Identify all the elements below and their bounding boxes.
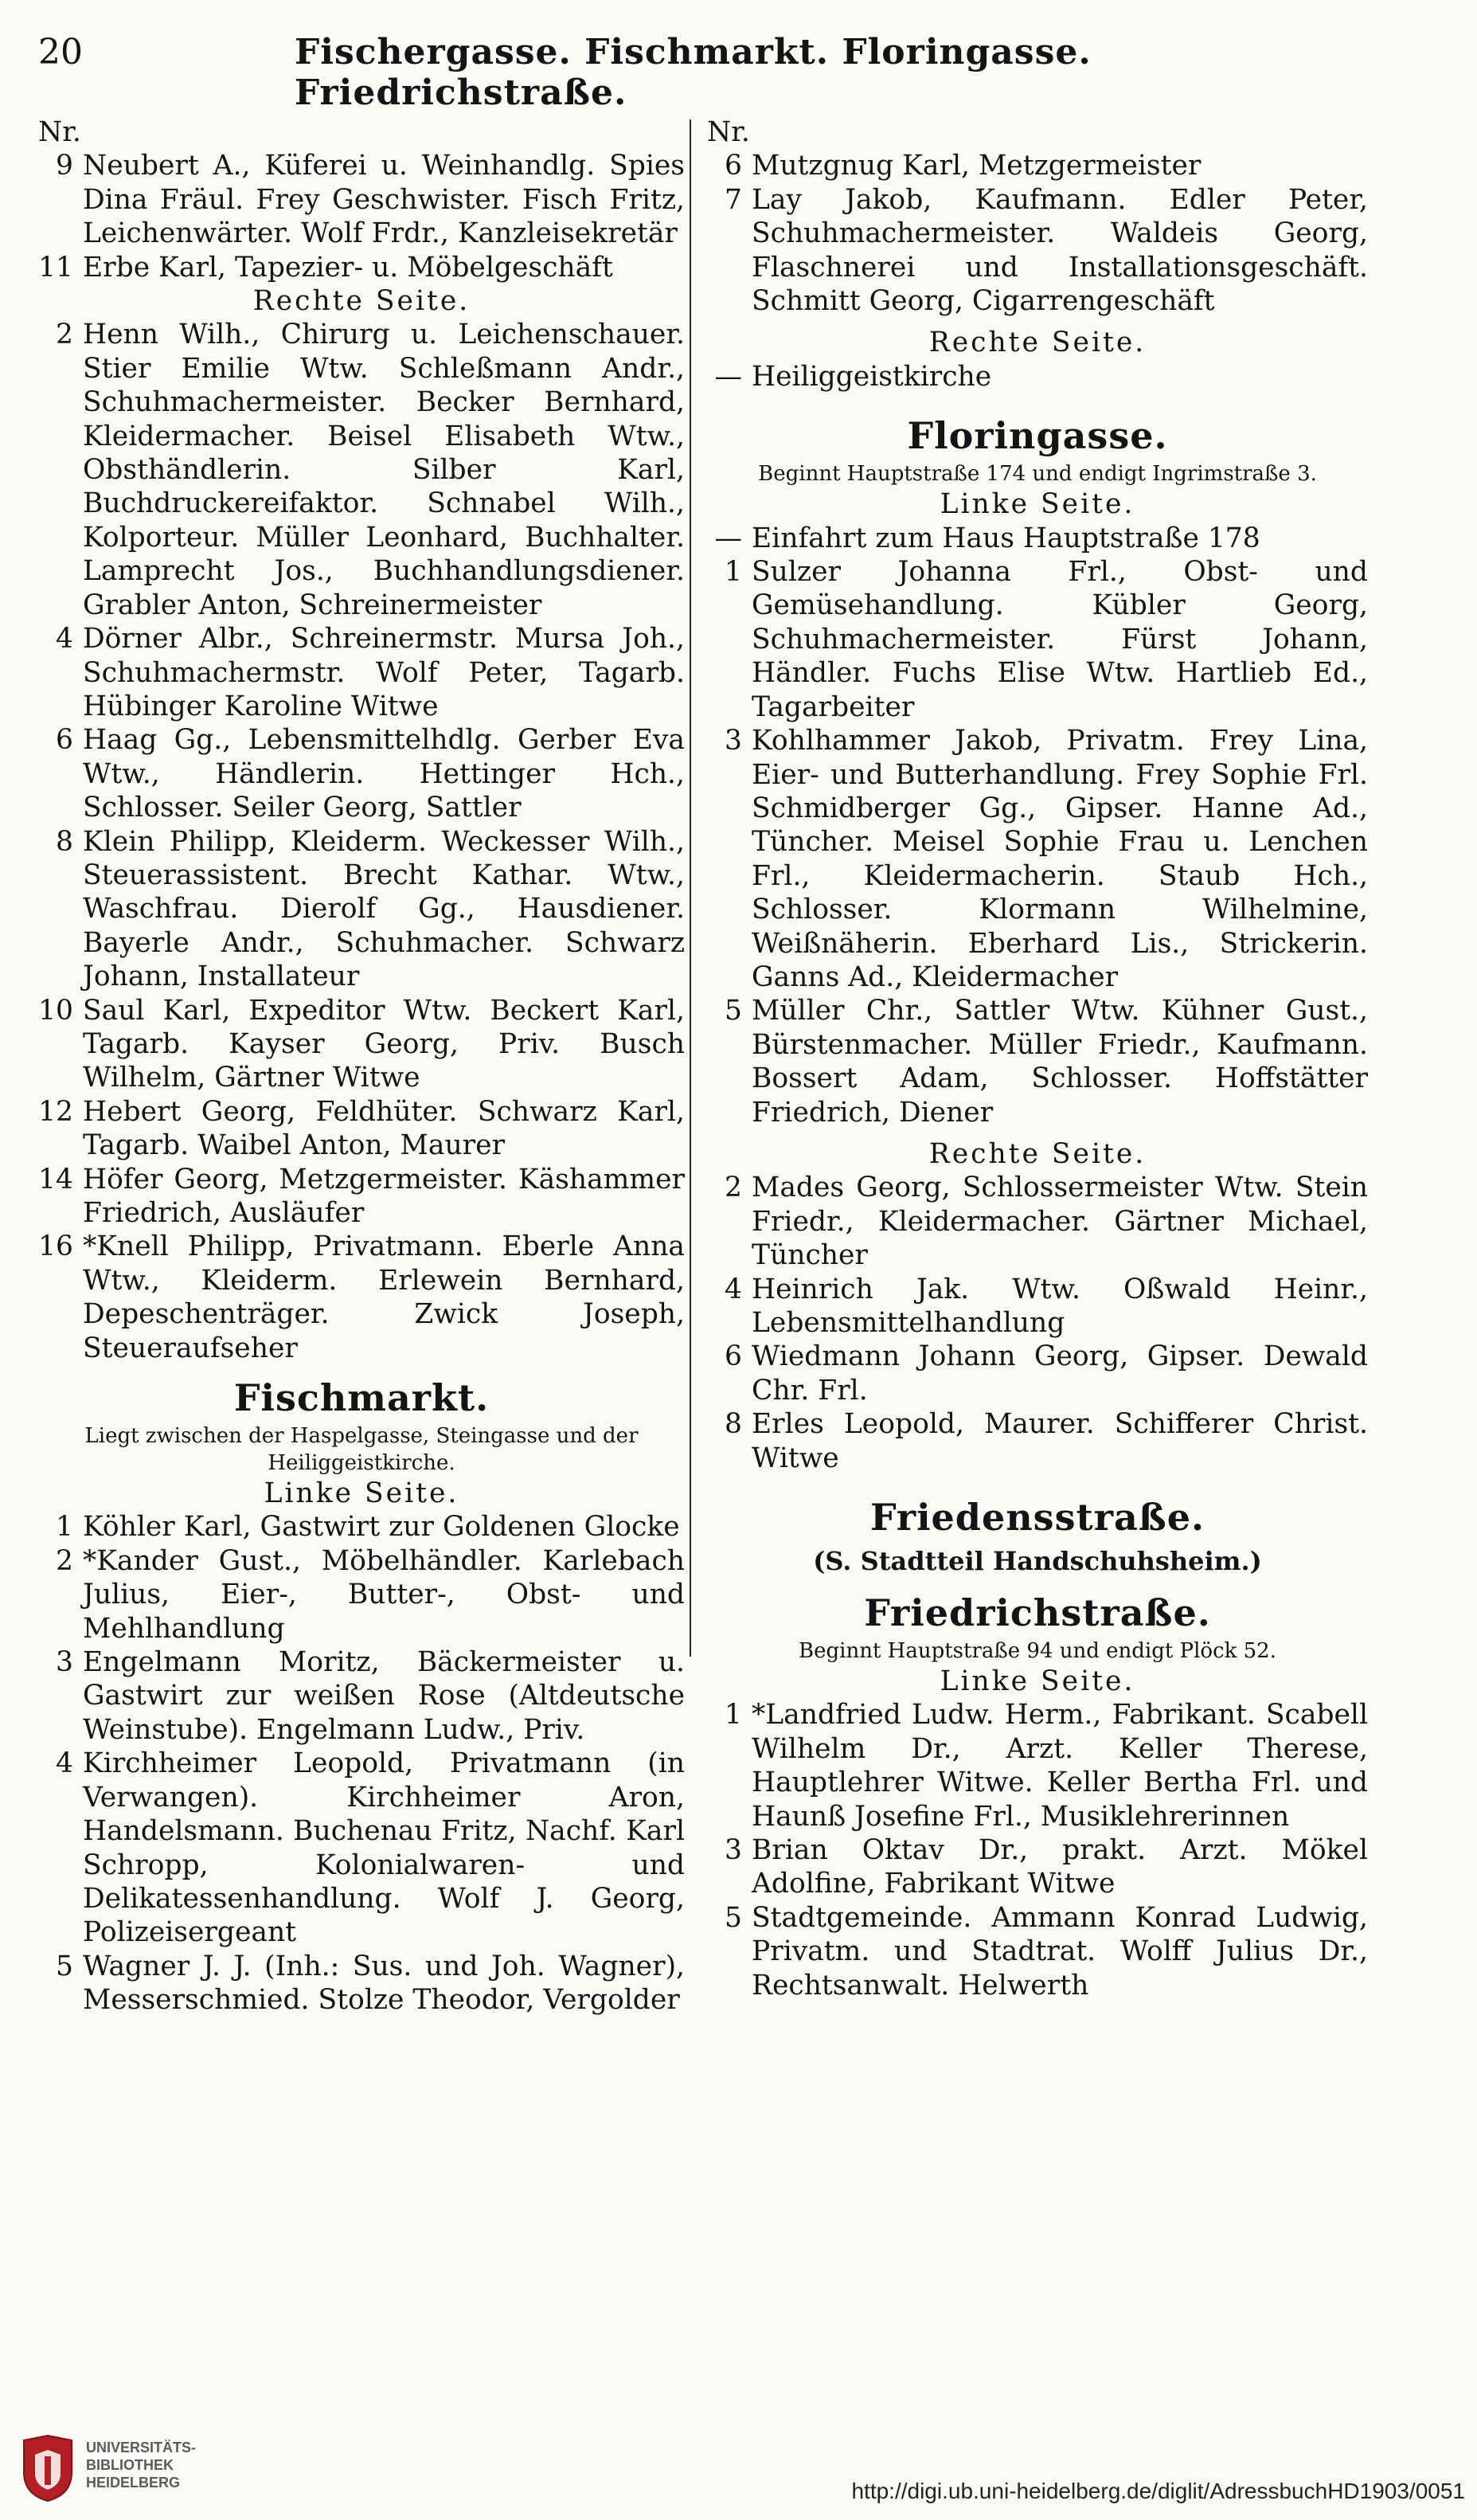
entry-text: Neubert A., Küferei u. Weinhandlg. Spies Dina Fräul. Frey Geschwister. Fisch Fritz, Leichenwärter. Wolf Frdr., Kanzleisekretär	[83, 150, 685, 250]
house-number: 5	[725, 995, 742, 1027]
column-divider	[690, 119, 691, 1657]
floringasse-right-side	[707, 1171, 1368, 1475]
directory-entry	[707, 724, 1368, 994]
street-note-friedrichstrasse: Beginnt Hauptstraße 94 und endigt Plöck 52.	[799, 1639, 1276, 1664]
entry-text: Saul Karl, Expeditor Wtw. Beckert Karl, Tagarb. Kayser Georg, Priv. Busch Wilhelm, Gärtner Witwe	[83, 994, 685, 1094]
house-number: 10	[38, 994, 73, 1027]
street-crossref-friedensstrasse: (S. Stadtteil Handschuhsheim.)	[813, 1546, 1262, 1577]
directory-entry	[707, 1407, 1368, 1475]
house-number: 4	[725, 1273, 742, 1305]
directory-entry	[707, 1833, 1368, 1901]
house-number: 3	[56, 1646, 73, 1679]
house-number: 11	[38, 251, 73, 284]
directory-entry	[707, 1273, 1368, 1340]
directory-entry	[38, 1095, 685, 1163]
nr-label: Nr.	[38, 116, 81, 148]
page-footer	[0, 2413, 1477, 2520]
directory-entry	[707, 360, 1368, 393]
directory-entry	[38, 149, 685, 250]
directory-entry	[38, 318, 685, 622]
entry-text: Lay Jakob, Kaufmann. Edler Peter, Schuhmachermeister. Waldeis Georg, Flaschnerei und Installationsgeschäft. Schmitt Georg, Cigarrengeschäft	[752, 183, 1368, 318]
entry-text: Müller Chr., Sattler Wtw. Kühner Gust., Bürstenmacher. Müller Friedr., Kaufmann. Bossert Adam, Schlosser. Hoffstätter Friedrich, Diener	[752, 995, 1368, 1129]
house-number: 4	[56, 623, 73, 655]
house-number: 1	[56, 1511, 73, 1544]
house-number: 2	[56, 319, 73, 351]
house-number: 9	[56, 150, 73, 182]
directory-entry	[707, 149, 1368, 182]
entry-text: *Landfried Ludw. Herm., Fabrikant. Scabell Wilhelm Dr., Arzt. Keller Therese, Hauptlehrer Witwe. Keller Bertha Frl. und Haunß Josefine Frl., Musiklehrerinnen	[752, 1699, 1368, 1833]
directory-entry	[707, 183, 1368, 319]
directory-entry	[707, 1901, 1368, 2002]
house-number: —	[714, 522, 742, 554]
section-side-label: Linke Seite.	[940, 488, 1135, 521]
house-number: 1	[725, 1699, 742, 1732]
directory-entry	[38, 1163, 685, 1231]
running-head: Fischergasse. Fischmarkt. Floringasse. Friedrichstraße.	[295, 32, 1092, 113]
street-title-friedensstrasse: Friedensstraße.	[869, 1496, 1205, 1540]
house-number: 8	[725, 1408, 742, 1441]
entry-text: Mutzgnug Karl, Metzgermeister	[752, 150, 1202, 182]
entry-text: Höfer Georg, Metzgermeister. Käshammer Friedrich, Ausläufer	[83, 1163, 685, 1229]
right-column	[707, 115, 1368, 2002]
section-side-label: Linke Seite.	[264, 1477, 459, 1510]
entry-text: Dörner Albr., Schreinermstr. Mursa Joh., Schuhmachermstr. Wolf Peter, Tagarb. Hübinger Karoline Witwe	[83, 623, 685, 722]
entry-text: Erles Leopold, Maurer. Schifferer Christ. Witwe	[752, 1408, 1368, 1474]
house-number: 3	[725, 725, 742, 757]
house-number: 6	[725, 150, 742, 182]
entry-text: Kirchheimer Leopold, Privatmann (in Verwangen). Kirchheimer Aron, Handelsmann. Buchenau Fritz, Nachf. Karl Schropp, Kolonialwaren- und Delikatessenhandlung. Wolf J. Georg, Polizeisergeant	[83, 1747, 685, 1949]
entry-text: Köhler Karl, Gastwirt zur Goldenen Glocke	[83, 1511, 680, 1544]
entry-text: Heinrich Jak. Wtw. Oßwald Heinr., Lebensmittelhandlung	[752, 1273, 1368, 1339]
directory-entry	[38, 994, 685, 1095]
house-number: 8	[56, 825, 73, 858]
fischmarkt-right-side	[707, 360, 1368, 393]
street-title-friedrichstrasse: Friedrichstraße.	[864, 1591, 1211, 1635]
entry-text: Brian Oktav Dr., prakt. Arzt. Mökel Adolfine, Fabrikant Witwe	[752, 1834, 1368, 1900]
nr-label: Nr.	[707, 116, 750, 148]
source-url-link[interactable]: http://digi.ub.uni-heidelberg.de/diglit/AdressbuchHD1903/0051	[851, 2479, 1465, 2503]
directory-entry	[707, 555, 1368, 724]
entry-text: Mades Georg, Schlossermeister Wtw. Stein Friedr., Kleidermacher. Gärtner Michael, Tüncher	[752, 1172, 1368, 1272]
entry-text: Stadtgemeinde. Ammann Konrad Ludwig, Privatm. und Stadtrat. Wolff Julius Dr., Rechtsanwalt. Helwerth	[752, 1901, 1368, 2002]
directory-entry	[38, 251, 685, 284]
directory-entry	[38, 1230, 685, 1365]
entry-text: Haag Gg., Lebensmittelhdlg. Gerber Eva Wtw., Händlerin. Hettinger Hch., Schlosser. Seiler Georg, Sattler	[83, 724, 685, 824]
library-logo[interactable]	[16, 2429, 207, 2509]
directory-entry	[707, 522, 1368, 555]
left-column	[38, 115, 685, 2017]
entry-text: Engelmann Moritz, Bäckermeister u. Gastwirt zur weißen Rose (Altdeutsche Weinstube). Engelmann Ludw., Priv.	[83, 1646, 685, 1746]
directory-entry	[38, 1645, 685, 1747]
section-side-label: Linke Seite.	[940, 1665, 1135, 1698]
house-number: 1	[725, 556, 742, 589]
street-note-floringasse: Beginnt Hauptstraße 174 und endigt Ingrimstraße 3.	[758, 462, 1317, 487]
house-number: 5	[56, 1950, 73, 1982]
house-number: 7	[725, 183, 742, 216]
fischergasse-right-side	[38, 318, 685, 1365]
directory-entry	[38, 1950, 685, 2017]
house-number: 14	[38, 1163, 73, 1195]
section-side-label: Rechte Seite.	[252, 285, 471, 318]
house-number: 3	[725, 1834, 742, 1867]
street-title-floringasse: Floringasse.	[907, 414, 1168, 458]
house-number: 6	[56, 724, 73, 757]
entry-text: Einfahrt zum Haus Hauptstraße 178	[752, 522, 1260, 554]
street-note-fischmarkt: Liegt zwischen der Haspelgasse, Steingasse und der Heiliggeistkirche.	[84, 1424, 639, 1476]
entry-text: Kohlhammer Jakob, Privatm. Frey Lina, Eier- und Butterhandlung. Frey Sophie Frl. Schmidberger Gg., Gipser. Hanne Ad., Tüncher. Meisel Sophie Frau u. Lenchen Frl., Kleidermacherin. Staub Hch., Schlosser. Klormann Wilhelmine, Weißnäherin. Eberhard Lis., Strickerin. Ganns Ad., Kleidermacher	[752, 725, 1368, 993]
section-side-label: Rechte Seite.	[928, 1137, 1147, 1170]
house-number: 6	[725, 1340, 742, 1373]
entry-text: Erbe Karl, Tapezier- u. Möbelgeschäft	[83, 251, 613, 284]
page-header	[38, 32, 1360, 113]
section-side-label: Rechte Seite.	[928, 327, 1147, 359]
friedrichstrasse-left-side	[707, 1698, 1368, 2002]
directory-entry	[38, 1510, 685, 1544]
floringasse-left-side	[707, 522, 1368, 1129]
fischergasse-continued	[38, 149, 685, 284]
entry-text: Klein Philipp, Kleiderm. Weckesser Wilh., Steuerassistent. Brecht Kathar. Wtw., Waschfrau. Dierolf Gg., Hausdiener. Bayerle Andr., Schuhmacher. Schwarz Johann, Installateur	[83, 825, 685, 993]
house-number: 2	[56, 1544, 73, 1577]
house-number: 4	[56, 1747, 73, 1780]
directory-entry	[38, 1747, 685, 1949]
entry-text: *Kander Gust., Möbelhändler. Karlebach Julius, Eier-, Butter-, Obst- und Mehlhandlung	[83, 1544, 685, 1645]
house-number: 16	[38, 1231, 73, 1263]
directory-entry	[38, 1544, 685, 1645]
house-number: 5	[725, 1901, 742, 1934]
fischmarkt-left-continued	[707, 149, 1368, 318]
entry-text: Henn Wilh., Chirurg u. Leichenschauer. Stier Emilie Wtw. Schleßmann Andr., Schuhmachermeister. Becker Bernhard, Kleidermacher. Beisel Elisabeth Wtw., Obsthändlerin. Silber Karl, Buchdruckereifaktor. Schnabel Wilh., Kolporteur. Müller Leonhard, Buchhalter. Lamprecht Jos., Buchhandlungsdiener. Grabler Anton, Schreinermeister	[83, 319, 685, 621]
entry-text: Wiedmann Johann Georg, Gipser. Dewald Chr. Frl.	[752, 1340, 1368, 1407]
entry-text: *Knell Philipp, Privatmann. Eberle Anna Wtw., Kleiderm. Erlewein Bernhard, Depeschenträger. Zwick Joseph, Steueraufseher	[83, 1231, 685, 1364]
directory-entry	[707, 1171, 1368, 1272]
entry-text: Sulzer Johanna Frl., Obst- und Gemüsehandlung. Kübler Georg, Schuhmachermeister. Fürst Johann, Händler. Fuchs Elise Wtw. Hartlieb Ed., Tagarbeiter	[752, 556, 1368, 723]
directory-entry	[38, 825, 685, 994]
entry-text: Heiliggeistkirche	[752, 360, 992, 393]
library-seal-icon	[16, 2432, 80, 2504]
directory-entry	[38, 622, 685, 723]
street-title-fischmarkt: Fischmarkt.	[233, 1376, 490, 1420]
directory-entry	[707, 994, 1368, 1129]
directory-entry	[707, 1340, 1368, 1407]
house-number: 12	[38, 1095, 73, 1128]
library-name: UNIVERSITÄTS- BIBLIOTHEK HEIDELBERG	[86, 2440, 197, 2491]
directory-entry	[707, 1698, 1368, 1833]
directory-entry	[38, 723, 685, 824]
fischmarkt-left-side	[38, 1510, 685, 2017]
house-number: —	[714, 360, 742, 393]
entry-text: Hebert Georg, Feldhüter. Schwarz Karl, Tagarb. Waibel Anton, Maurer	[83, 1095, 685, 1162]
entry-text: Wagner J. J. (Inh.: Sus. und Joh. Wagner), Messerschmied. Stolze Theodor, Vergolder	[83, 1950, 685, 2017]
page-number: 20	[38, 32, 83, 72]
house-number: 2	[725, 1172, 742, 1204]
